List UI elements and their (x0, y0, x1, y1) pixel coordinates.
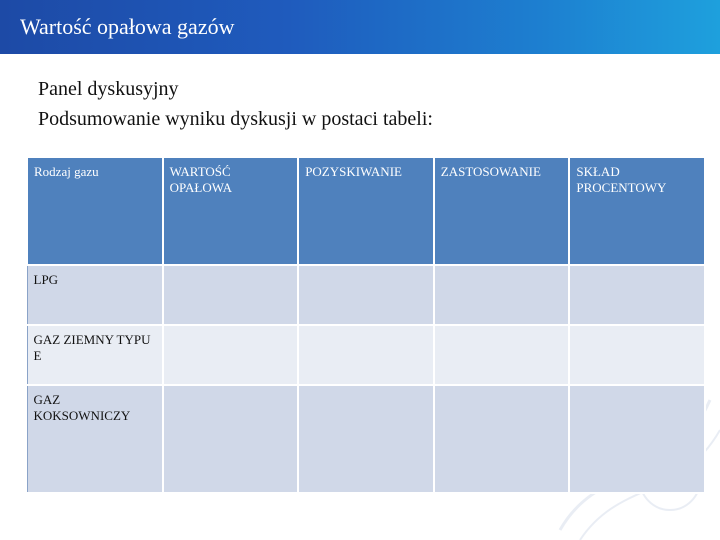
table-cell-gas-name: GAZ ZIEMNY TYPU E (27, 325, 163, 385)
summary-table (26, 156, 706, 494)
table-row (27, 265, 705, 325)
table-cell (163, 385, 299, 493)
table-cell (569, 265, 705, 325)
table-cell-gas-name: LPG (27, 265, 163, 325)
table-cell (434, 265, 570, 325)
table-row (27, 325, 705, 385)
table-cell (569, 385, 705, 493)
header-calorific-value: WARTOŚĆ OPAŁOWA (163, 157, 299, 265)
table-cell (298, 385, 434, 493)
panel-heading: Panel dyskusyjny (38, 78, 179, 100)
header-composition: SKŁAD PROCENTOWY (569, 157, 705, 265)
table-cell (298, 265, 434, 325)
title-bar (0, 0, 720, 54)
slide-title: Wartość opałowa gazów (20, 14, 235, 39)
header-application: ZASTOSOWANIE (434, 157, 570, 265)
table-cell-gas-name: GAZ KOKSOWNICZY (27, 385, 163, 493)
table-cell (298, 325, 434, 385)
panel-subheading: Podsumowanie wyniku dyskusji w postaci tabeli: (38, 108, 433, 130)
table-cell (434, 325, 570, 385)
header-gas-type: Rodzaj gazu (27, 157, 163, 265)
table-cell (569, 325, 705, 385)
table-row (27, 385, 705, 493)
table-cell (434, 385, 570, 493)
table-header-row (27, 157, 705, 265)
table-cell (163, 265, 299, 325)
header-extraction: POZYSKIWANIE (298, 157, 434, 265)
table-cell (163, 325, 299, 385)
